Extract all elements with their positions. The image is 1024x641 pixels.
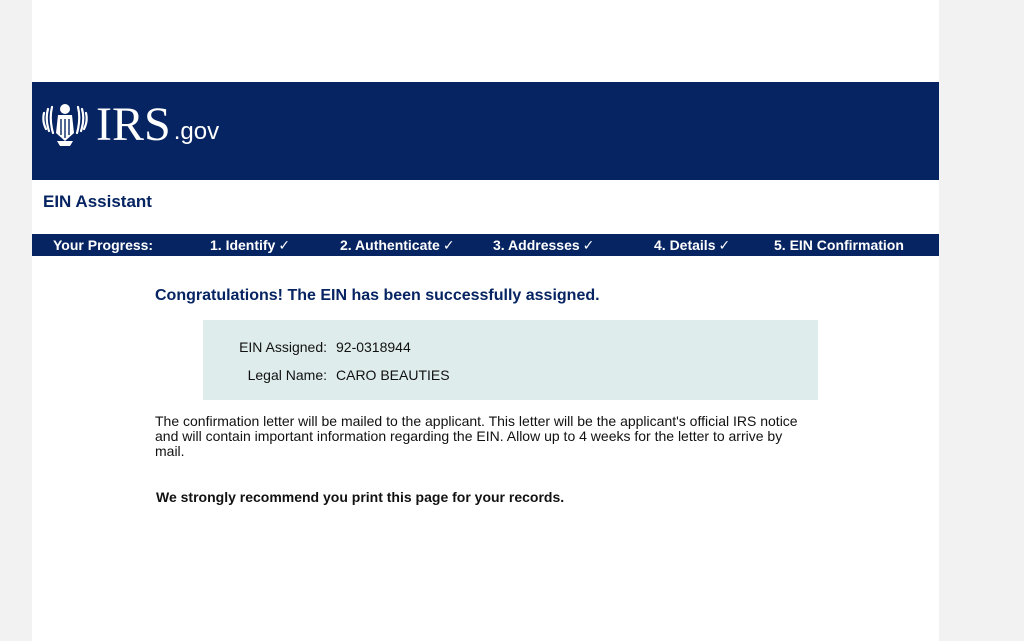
progress-step-addresses bbox=[493, 237, 594, 254]
progress-step-identify bbox=[210, 237, 290, 254]
step-label: 4. Details bbox=[654, 237, 716, 253]
page-title: EIN Assistant bbox=[43, 192, 152, 211]
irs-logo[interactable] bbox=[40, 99, 219, 149]
checkmark-icon: ✓ bbox=[278, 238, 291, 254]
checkmark-icon: ✓ bbox=[582, 238, 595, 254]
print-recommendation: We strongly recommend you print this page for your records. bbox=[156, 489, 565, 505]
ein-label: EIN Assigned: bbox=[239, 339, 327, 355]
success-headline: Congratulations! The EIN has been successfully assigned. bbox=[155, 287, 600, 304]
checkmark-icon: ✓ bbox=[718, 238, 731, 254]
logo-gov-text: .gov bbox=[173, 118, 220, 145]
step-label: 3. Addresses bbox=[493, 237, 580, 253]
progress-step-ein-confirmation bbox=[774, 237, 904, 253]
step-label: 2. Authenticate bbox=[340, 237, 440, 253]
page bbox=[32, 0, 939, 641]
progress-step-authenticate bbox=[340, 237, 455, 254]
irs-eagle-icon bbox=[40, 99, 90, 149]
progress-bar bbox=[32, 234, 939, 256]
ein-value: 92-0318944 bbox=[336, 339, 411, 355]
progress-label: Your Progress: bbox=[53, 237, 154, 253]
progress-step-details bbox=[654, 237, 730, 254]
legal-name-label: Legal Name: bbox=[247, 367, 327, 383]
legal-name-value: CARO BEAUTIES bbox=[336, 367, 450, 383]
step-label: 5. EIN Confirmation bbox=[774, 237, 904, 253]
checkmark-icon: ✓ bbox=[442, 238, 455, 254]
step-label: 1. Identify bbox=[210, 237, 276, 253]
logo-irs-text: IRS bbox=[96, 98, 171, 151]
irs-header-banner bbox=[32, 82, 939, 180]
ein-info-box bbox=[203, 320, 818, 400]
confirmation-letter-text: The confirmation letter will be mailed to the applicant. This letter will be the applicant's official IRS notice and will contain important information regarding the EIN. Allow up to 4 weeks for the letter to arrive by mail. bbox=[155, 413, 798, 459]
